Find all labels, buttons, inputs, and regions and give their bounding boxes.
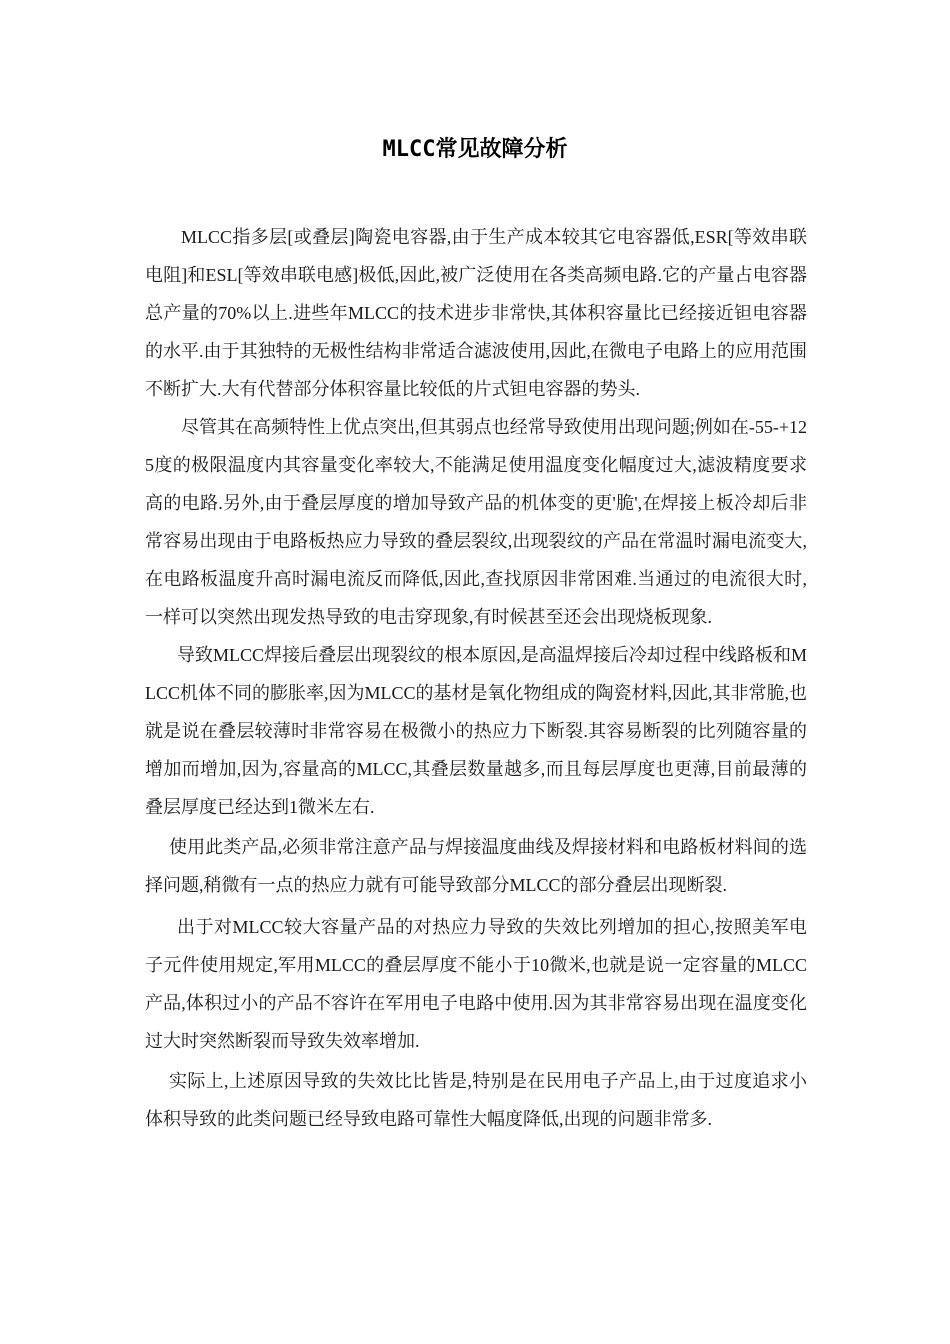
- document-title: MLCC常见故障分析: [382, 137, 568, 162]
- paragraph-intro: MLCC指多层[或叠层]陶瓷电容器,由于生产成本较其它电容器低,ESR[等效串联电阻]和ESL[等效串联电感]极低,因此,被广泛使用在各类高频电路.它的产量占电容器总产量的70%以上.进些年MLCC的技术进步非常快,其体积容量比已经接近钽电容器的水平.由于其独特的无极性结构非常适合滤波使用,因此,在微电子电路上的应用范围不断扩大.大有代替部分体积容量比较低的片式钽电容器的势头.: [145, 227, 807, 399]
- paragraph-conclusion: 实际上,上述原因导致的失效比比皆是,特别是在民用电子产品上,由于过度追求小体积导致的此类问题已经导致电路可靠性大幅度降低,出现的问题非常多.: [145, 1071, 807, 1129]
- paragraph-crack-cause: 导致MLCC焊接后叠层出现裂纹的根本原因,是高温焊接后冷却过程中线路板和MLCC机体不同的膨胀率,因为MLCC的基材是氧化物组成的陶瓷材料,因此,其非常脆,也就是说在叠层较薄时非常容易在极微小的热应力下断裂.其容易断裂的比列随容量的增加而增加,因为,容量高的MLCC,其叠层数量越多,而且每层厚度也更薄,目前最薄的叠层厚度已经达到1微米左右.: [145, 645, 808, 817]
- paragraph-military-spec: 出于对MLCC较大容量产品的对热应力导致的失效比列增加的担心,按照美军电子元件使用规定,军用MLCC的叠层厚度不能小于10微米,也就是说一定容量的MLCC产品,体积过小的产品不容许在军用电子电路中使用.因为其非常容易出现在温度变化过大时突然断裂而导致失效率增加.: [145, 917, 807, 1051]
- paragraph-usage-caution: 使用此类产品,必须非常注意产品与焊接温度曲线及焊接材料和电路板材料间的选择问题,稍微有一点的热应力就有可能导致部分MLCC的部分叠层出现断裂.: [145, 837, 807, 895]
- document-body: [145, 218, 807, 1138]
- paragraph-weaknesses: 尽管其在高频特性上优点突出,但其弱点也经常导致使用出现问题;例如在-55-+125度的极限温度内其容量变化率较大,不能满足使用温度变化幅度过大,滤波精度要求高的电路.另外,由于叠层厚度的增加导致产品的机体变的更'脆',在焊接上板冷却后非常容易出现由于电路板热应力导致的叠层裂纹,出现裂纹的产品在常温时漏电流变大,在电路板温度升高时漏电流反而降低,因此,查找原因非常困难.当通过的电流很大时,一样可以突然出现发热导致的电击穿现象,有时候甚至还会出现烧板现象.: [145, 417, 807, 627]
